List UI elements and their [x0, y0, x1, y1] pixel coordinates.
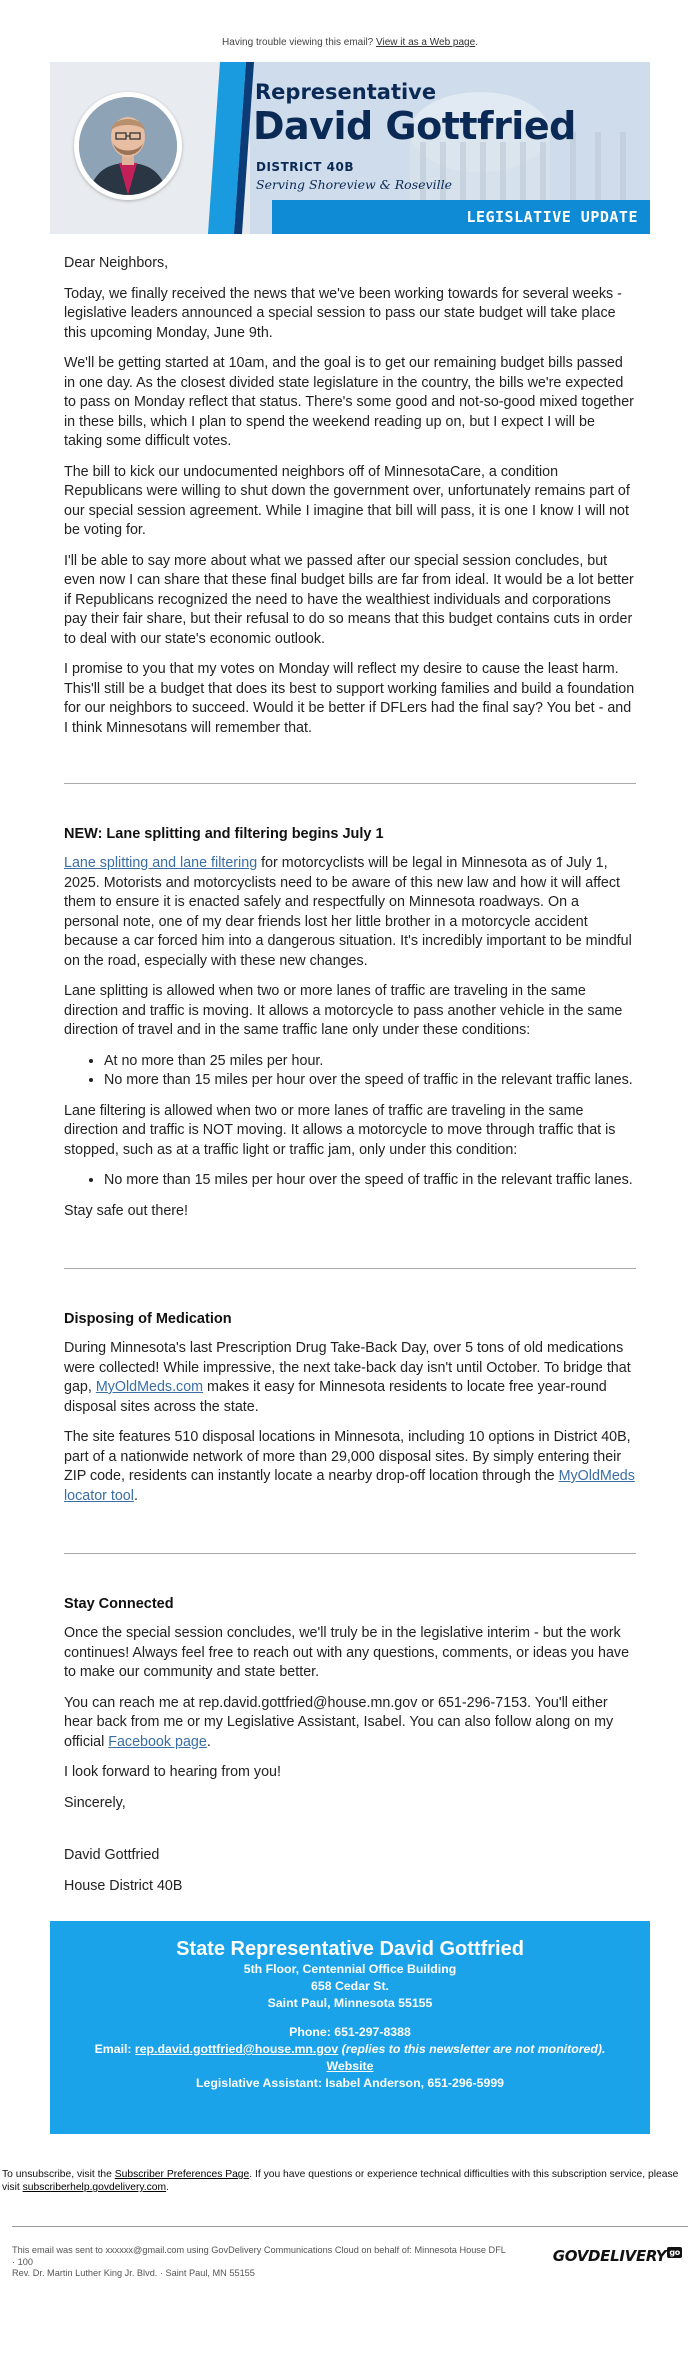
meds-paragraph: The site features 510 disposal locations in Minnesota, including 10 options in District 40B, part of a nationwide network of more than 29,000 disposal sites. By simply entering their ZIP code, residents can instantly locate a nearby drop-off location through the MyOldMeds locator tool. [64, 1429, 635, 1504]
contact-email: Email: rep.david.gottfried@house.mn.gov (replies to this newsletter are not monitored). [94, 2042, 606, 2056]
signoff: Sincerely, [64, 1794, 126, 1811]
subscriber-help-link[interactable]: subscriberhelp.govdelivery.com [22, 2182, 167, 2193]
website-link[interactable]: Website [326, 2059, 374, 2073]
banner-serving: Serving Shoreview & Roseville [256, 177, 452, 192]
lane-paragraph: Stay safe out there! [64, 1202, 188, 1219]
legislative-update-bar [272, 200, 650, 234]
contact-address: 658 Cedar St. [311, 1979, 389, 1993]
banner-title-small: Representative [255, 80, 437, 104]
lane-heading: NEW: Lane splitting and filtering begins July 1 [64, 826, 384, 842]
intro-paragraph: I'll be able to say more about what we passed after our special session concludes, but even now I can share that these final budget bills are far from ideal. It would be a lot better if Republicans recognized the need to have the wealthiest individuals and corporations pay their fair share, but their refusal to do so means that this budget contains cuts in order to deal with our state's economic outlook. [64, 552, 634, 647]
lane-paragraph: Lane splitting and lane filtering for motorcyclists will be legal in Minnesota as of July 1, 2025. Motorists and motorcyclists need to be aware of this new law and how it will affect them to ensure it is enacted safely and respectfully on Minnesota roadways. On a personal note, one of my dear friends lost her little brother in a motorcycle accident because a car forced him into a dangerous situation. It's incredibly important to be mindful on the road, especially with these new changes. [64, 855, 632, 969]
banner-district: DISTRICT 40B [256, 160, 354, 174]
connected-heading: Stay Connected [64, 1596, 174, 1612]
lane-paragraph: Lane splitting is allowed when two or more lanes of traffic are traveling in the same direction and traffic is moving. It allows a motorcycle to pass another vehicle in the same direction of travel and in the same traffic lane only under these conditions: [64, 983, 623, 1038]
contact-assistant: Legislative Assistant: Isabel Anderson, 651-296-5999 [195, 2076, 504, 2090]
view-web-page-link[interactable]: View it as a Web page [376, 37, 476, 48]
speech-bubble-icon: go [669, 2248, 680, 2257]
facebook-link[interactable]: Facebook page [108, 1733, 207, 1750]
lane-splitting-link[interactable]: Lane splitting and lane filtering [64, 855, 258, 871]
intro-paragraph: I promise to you that my votes on Monday will reflect my desire to cause the least harm. This'll still be a budget that does its best to support working families and build a foundation for our neighbors to succeed. Would it be better if DFLers had the final say? You bet - and I think Minnesotans will remember that. [64, 661, 635, 736]
contact-address: 5th Floor, Centennial Office Building [243, 1962, 457, 1976]
lane-splitting-conditions [64, 1052, 636, 1091]
govdelivery-logo[interactable]: GOVDELIVERY go [552, 2247, 680, 2265]
meds-paragraph: During Minnesota's last Prescription Drug Take-Back Day, over 5 tons of old medications were collected! While impressive, the next take-back day isn't until October. To bridge that gap, MyOldMeds.com makes it easy for Minnesota residents to locate free year-round disposal sites across the state. [64, 1340, 631, 1415]
greeting: Dear Neighbors, [64, 255, 169, 271]
list-item: • No more than 15 miles per hour over the speed of traffic in the relevant traffic lanes. [104, 1071, 636, 1091]
subscriber-preferences-link[interactable]: Subscriber Preferences Page [114, 2169, 250, 2180]
signature-district: House District 40B [64, 1877, 183, 1894]
newsletter-body [0, 234, 700, 1921]
list-item: • No more than 15 miles per hour over the speed of traffic in the relevant traffic lanes. [104, 1171, 636, 1191]
connected-paragraph: You can reach me at rep.david.gottfried@house.mn.gov or 651-296-7153. You'll either hear back from me or my Legislative Assistant, Isabel. You can also follow along on my official Facebook page. [64, 1694, 614, 1750]
email-link[interactable]: rep.david.gottfried@house.mn.gov [134, 2042, 339, 2056]
unsubscribe-notice: To unsubscribe, visit the Subscriber Preferences Page. If you have questions or experience technical difficulties with this subscription service, please visit subscriberhelp.govdelivery.com. [2, 2169, 679, 2193]
legislative-update-label: LEGISLATIVE UPDATE [466, 208, 638, 226]
preheader: Having trouble viewing this email? View it as a Web page. [222, 37, 478, 48]
contact-address: Saint Paul, Minnesota 55155 [267, 1996, 433, 2010]
meds-heading: Disposing of Medication [64, 1311, 232, 1327]
preheader-text: Having trouble viewing this email? [222, 37, 374, 48]
lane-filtering-conditions [64, 1171, 636, 1191]
locator-tool-link[interactable]: MyOldMeds locator tool [64, 1468, 635, 1504]
contact-block [50, 1921, 650, 2134]
rep-photo [74, 92, 182, 200]
intro-paragraph: We'll be getting started at 10am, and the goal is to get our remaining budget bills passed in one day. As the closest divided state legislature in the country, the bills we're expected to pass on Monday reflect that status. There's some good and not-so-good mixed together in these bills, which I plan to spend the weekend reading up on, but I expect I will be taking some difficult votes. [64, 355, 634, 449]
signature-name: David Gottfried [64, 1847, 160, 1863]
connected-paragraph: I look forward to hearing from you! [64, 1764, 281, 1780]
connected-paragraph: Once the special session concludes, we'll truly be in the legislative interim - but the work continues! Always feel free to reach out with any questions, comments, or ideas you have to make our community and state better. [64, 1625, 630, 1680]
sent-to-notice: This email was sent to xxxxxx@gmail.com using GovDelivery Communications Cloud on behalf of: Minnesota House DFL · 100 Rev. Dr. Martin Luther King Jr. Blvd. · Saint Paul, MN 55155 [12, 2245, 506, 2278]
lane-paragraph: Lane filtering is allowed when two or more lanes of traffic are traveling in the same direction and traffic is NOT moving. It allows a motorcycle to move through traffic that is stopped, such as at a traffic light or traffic jam, only under this condition: [64, 1102, 616, 1158]
intro-paragraph: The bill to kick our undocumented neighbors off of MinnesotaCare, a condition Republicans were willing to shut down the government over, unfortunately remains part of our special session agreement. While I imagine that bill will pass, it is one I know I will not be voting for. [64, 463, 630, 538]
list-item: • At no more than 25 miles per hour. [104, 1052, 636, 1072]
myoldmeds-link[interactable]: MyOldMeds.com [95, 1379, 204, 1395]
contact-phone: Phone: 651-297-8388 [289, 2025, 411, 2039]
banner-title-name: David Gottfried [253, 104, 576, 148]
intro-paragraph: Today, we finally received the news that we've been working towards for several weeks - legislative leaders announced a special session to pass our state budget will take place this upcoming Monday, June 9th. [64, 285, 622, 341]
contact-title: State Representative David Gottfried [176, 1938, 524, 1960]
header-banner [50, 62, 650, 234]
